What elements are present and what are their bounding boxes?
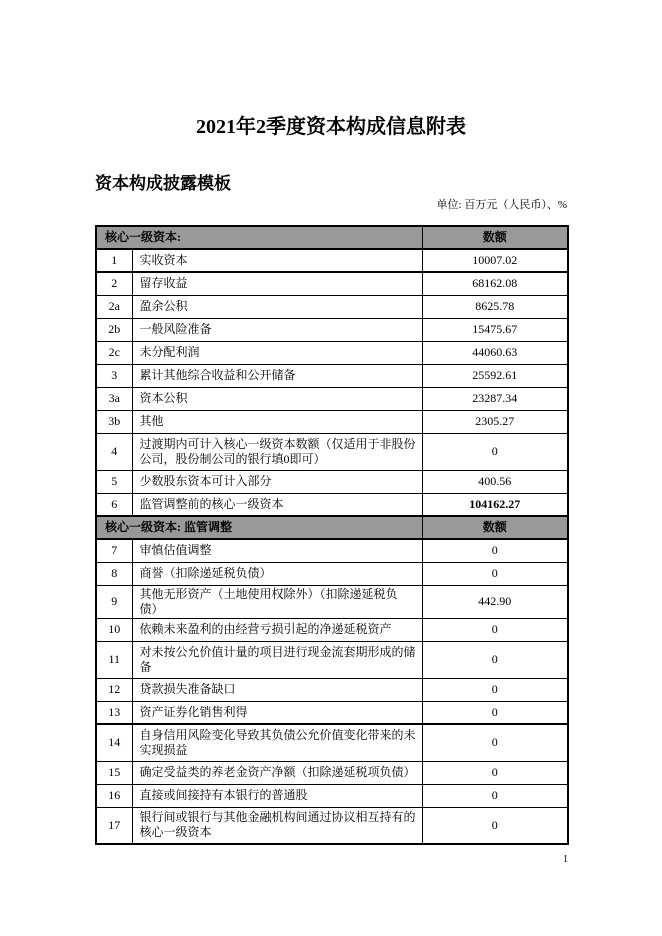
row-item: 资产证券化销售利得 (132, 701, 422, 724)
row-value: 0 (422, 807, 568, 844)
row-number: 6 (96, 493, 132, 516)
table-row (96, 341, 568, 364)
row-item: 累计其他综合收益和公开储备 (132, 364, 422, 387)
row-item: 银行间或银行与其他金融机构间通过协议相互持有的核心一级资本 (132, 807, 422, 844)
table-row (96, 724, 568, 761)
page-title: 2021年2季度资本构成信息附表 (196, 116, 466, 138)
row-number: 14 (96, 724, 132, 761)
table-row (96, 701, 568, 724)
table-row (96, 387, 568, 410)
page-number: 1 (563, 854, 568, 865)
row-value: 0 (422, 539, 568, 562)
table-row (96, 641, 568, 678)
row-number: 2 (96, 272, 132, 295)
row-item: 依赖未来盈利的由经营亏损引起的净递延税资产 (132, 618, 422, 641)
row-number: 2a (96, 295, 132, 318)
table-row (96, 470, 568, 493)
row-value: 0 (422, 701, 568, 724)
row-number: 10 (96, 618, 132, 641)
table-row (96, 410, 568, 433)
row-value: 8625.78 (422, 295, 568, 318)
row-item: 其他 (132, 410, 422, 433)
section-header-regulatory-adjustments (96, 516, 568, 539)
row-item: 过渡期内可计入核心一级资本数额（仅适用于非股份公司，股份制公司的银行填0即可） (132, 433, 422, 470)
table-row (96, 807, 568, 844)
section-header-cet1 (96, 226, 568, 249)
row-item: 少数股东资本可计入部分 (132, 470, 422, 493)
row-value: 0 (422, 784, 568, 807)
row-number: 17 (96, 807, 132, 844)
row-item: 商誉（扣除递延税负债） (132, 562, 422, 585)
row-item: 确定受益类的养老金资产净额（扣除递延税项负债） (132, 761, 422, 784)
table-row (96, 318, 568, 341)
row-number: 2b (96, 318, 132, 341)
row-value: 0 (422, 724, 568, 761)
row-value: 44060.63 (422, 341, 568, 364)
table-row (96, 585, 568, 618)
amount-column-header: 数额 (422, 226, 568, 249)
row-value: 0 (422, 618, 568, 641)
table-row (96, 539, 568, 562)
row-number: 13 (96, 701, 132, 724)
row-value: 400.56 (422, 470, 568, 493)
row-item: 对未按公允价值计量的项目进行现金流套期形成的储备 (132, 641, 422, 678)
row-number: 15 (96, 761, 132, 784)
row-number: 7 (96, 539, 132, 562)
row-value: 10007.02 (422, 249, 568, 272)
row-value: 442.90 (422, 585, 568, 618)
row-number: 3b (96, 410, 132, 433)
table-row (96, 562, 568, 585)
row-number: 2c (96, 341, 132, 364)
row-item: 盈余公积 (132, 295, 422, 318)
row-value: 104162.27 (422, 493, 568, 516)
row-item: 实收资本 (132, 249, 422, 272)
row-value: 0 (422, 678, 568, 701)
section-header-label: 核心一级资本: 监管调整 (96, 516, 422, 539)
row-number: 1 (96, 249, 132, 272)
table-row (96, 618, 568, 641)
table-row (96, 364, 568, 387)
capital-composition-table (95, 225, 569, 845)
row-item: 一般风险准备 (132, 318, 422, 341)
table-row (96, 272, 568, 295)
row-value: 0 (422, 433, 568, 470)
table-row (96, 249, 568, 272)
row-value: 2305.27 (422, 410, 568, 433)
row-value: 0 (422, 562, 568, 585)
row-number: 3a (96, 387, 132, 410)
amount-column-header: 数额 (422, 516, 568, 539)
table-row (96, 784, 568, 807)
row-value: 23287.34 (422, 387, 568, 410)
table-row (96, 761, 568, 784)
row-number: 8 (96, 562, 132, 585)
row-number: 11 (96, 641, 132, 678)
row-item: 其他无形资产（土地使用权除外）（扣除递延税负债） (132, 585, 422, 618)
row-value: 25592.61 (422, 364, 568, 387)
table-row (96, 493, 568, 516)
row-value: 0 (422, 641, 568, 678)
row-value: 0 (422, 761, 568, 784)
row-number: 4 (96, 433, 132, 470)
row-item: 资本公积 (132, 387, 422, 410)
table-row (96, 295, 568, 318)
row-item: 留存收益 (132, 272, 422, 295)
row-item: 直接或间接持有本银行的普通股 (132, 784, 422, 807)
row-value: 15475.67 (422, 318, 568, 341)
row-item: 未分配利润 (132, 341, 422, 364)
section-heading: 资本构成披露模板 (95, 174, 231, 193)
row-item: 审慎估值调整 (132, 539, 422, 562)
row-item: 监管调整前的核心一级资本 (132, 493, 422, 516)
row-item: 贷款损失准备缺口 (132, 678, 422, 701)
unit-note: 单位: 百万元（人民币）、% (436, 199, 567, 211)
table-row (96, 433, 568, 470)
section-header-label: 核心一级资本: (96, 226, 422, 249)
row-number: 9 (96, 585, 132, 618)
row-value: 68162.08 (422, 272, 568, 295)
row-item: 自身信用风险变化导致其负债公允价值变化带来的未实现损益 (132, 724, 422, 761)
row-number: 16 (96, 784, 132, 807)
row-number: 5 (96, 470, 132, 493)
table-row (96, 678, 568, 701)
row-number: 3 (96, 364, 132, 387)
row-number: 12 (96, 678, 132, 701)
